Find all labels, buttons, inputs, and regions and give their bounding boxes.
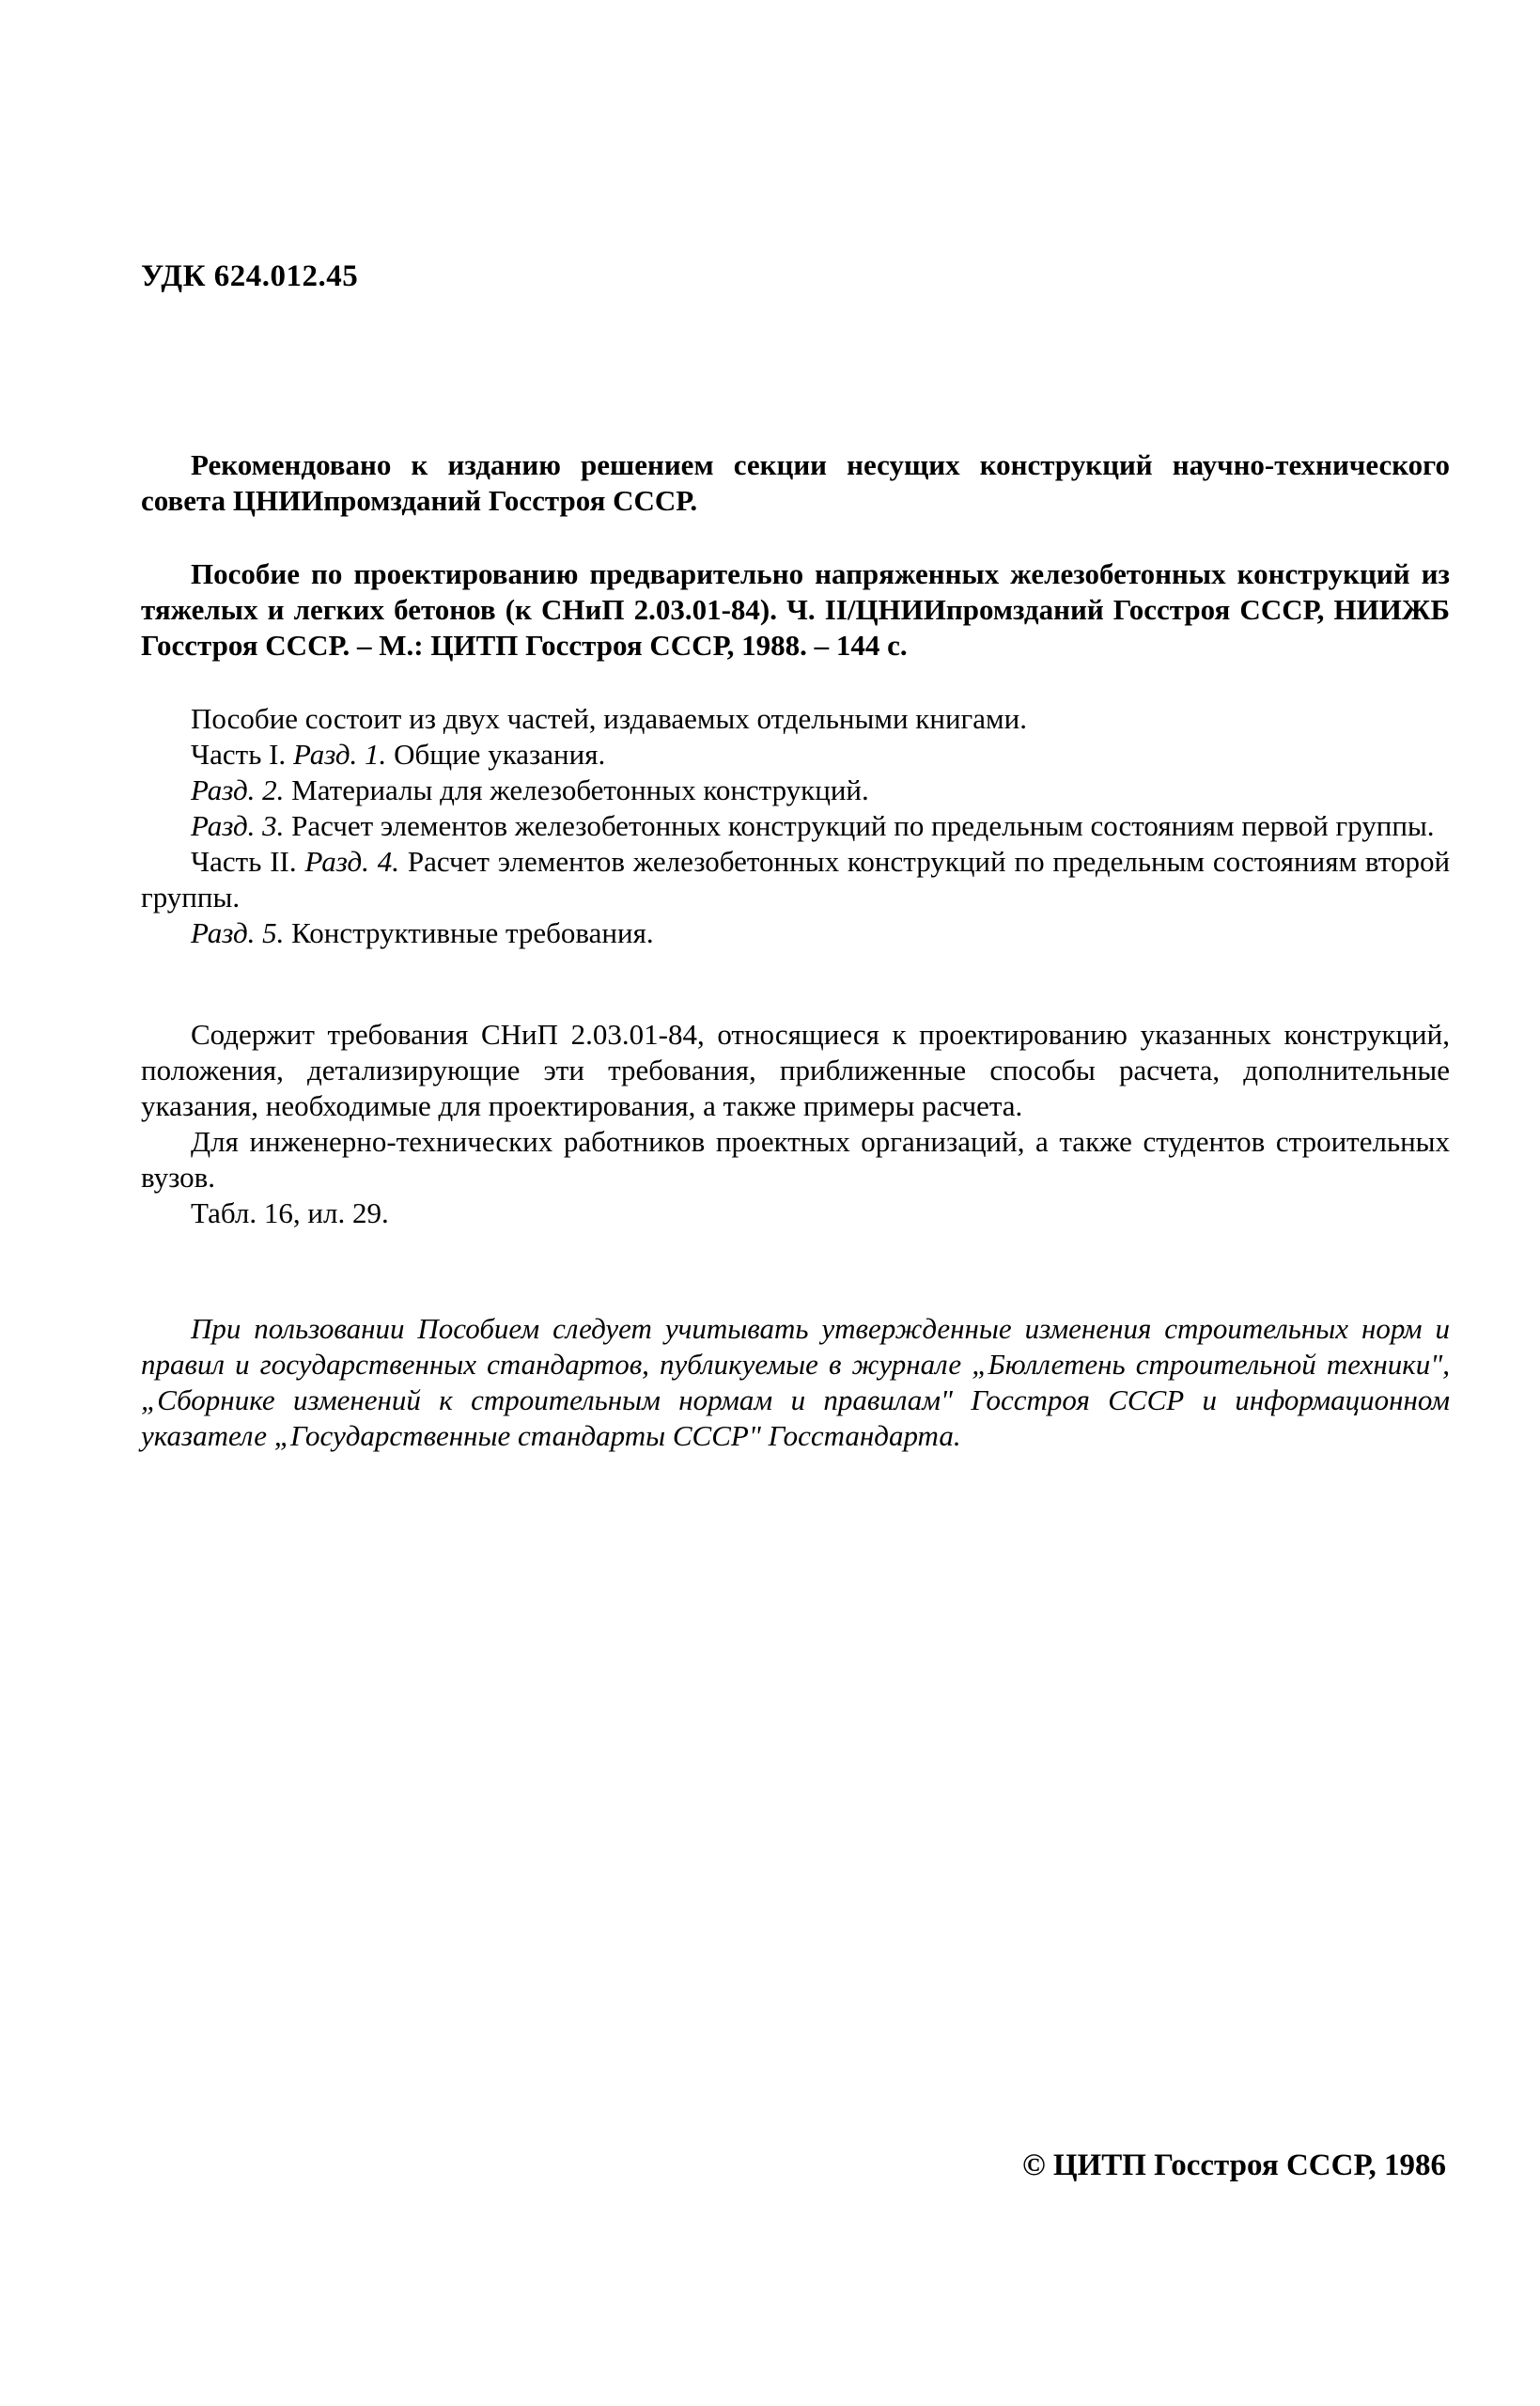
contents-part1: Часть I. Разд. 1. Общие указания. <box>191 738 606 771</box>
annotation-text: Пособие по проектированию предварительно напряженных железобетонных конструкций из тяжелых и легких бетонов (к СНиП 2.03.01-84). Ч. II/ЦНИИпромзданий Госстроя СССР, НИИЖБ Госстроя СССР. – М.: ЦИТП Госстроя СССР, 1988. – 144 с. <box>141 557 1450 662</box>
annotation-block <box>141 556 1450 664</box>
contents-section-2: Разд. 2. Материалы для железобетонных конструкций. <box>191 773 869 806</box>
copyright-line: © ЦИТП Госстроя СССР, 1986 <box>1021 2148 1446 2182</box>
tables-figures-count: Табл. 16, ил. 29. <box>191 1196 389 1229</box>
notice-text: При пользовании Пособием следует учитывать утвержденные изменения строительных норм и правил и государственных стандартов, публикуемые в журнале „Бюллетень строительной техники", „Сборнике изменений к строительным нормам и правилам" Госстроя СССР и информационном указателе „Государственные стандарты СССР" Госстандарта. <box>141 1312 1450 1452</box>
recommendation-text: Рекомендовано к изданию решением секции несущих конструкций научно-технического совета ЦНИИпромзданий Госстроя СССР. <box>141 448 1450 517</box>
recommendation-block <box>141 447 1450 519</box>
audience-paragraph: Для инженерно-технических работников проектных организаций, а также студентов строительных вузов. <box>141 1125 1450 1194</box>
contents-section-5: Разд. 5. Конструктивные требования. <box>191 916 654 949</box>
contains-block <box>141 1017 1450 1231</box>
contents-section-3: Разд. 3. Расчет элементов железобетонных конструкций по предельным состояниям первой группы. <box>191 809 1435 842</box>
notice-block <box>141 1311 1450 1454</box>
contents-block <box>141 701 1450 951</box>
contents-part2: Часть II. Разд. 4. Расчет элементов железобетонных конструкций по предельным состояниям второй группы. <box>141 845 1451 914</box>
contents-intro: Пособие состоит из двух частей, издаваемых отдельными книгами. <box>191 702 1027 735</box>
udk-code: УДК 624.012.45 <box>141 259 359 293</box>
contains-paragraph: Содержит требования СНиП 2.03.01-84, относящиеся к проектированию указанных конструкций, положения, детализирующие эти требования, приближенные способы расчета, дополнительные указания, необходимые для проектирования, а также примеры расчета. <box>141 1018 1450 1122</box>
